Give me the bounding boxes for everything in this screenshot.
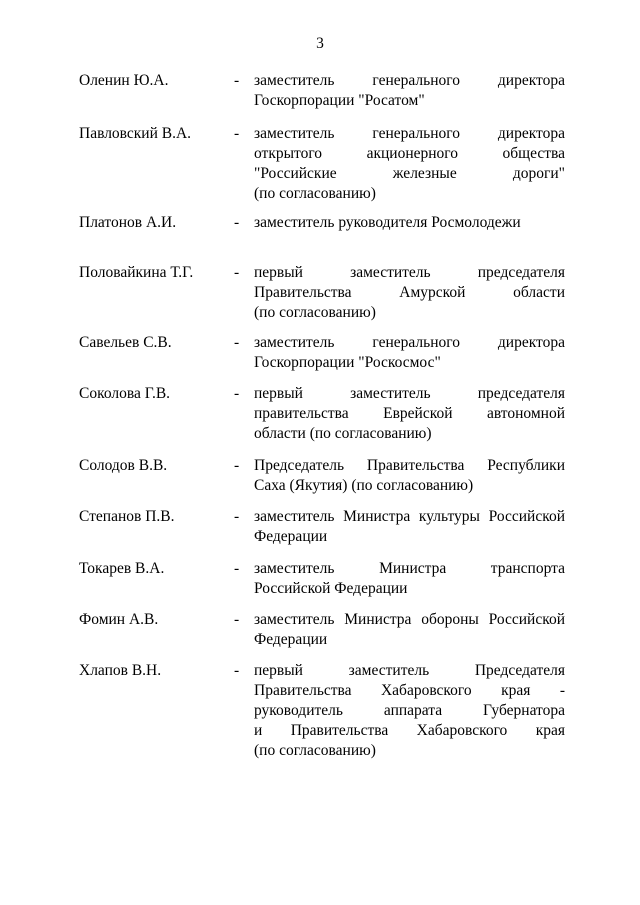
description-line: и Правительства Хабаровского края [254,722,565,739]
position-description [254,610,565,650]
description-line: открытого акционерного общества [254,145,565,162]
description-line: области (по согласованию) [254,425,432,442]
description-line: заместитель Министра транспорта [254,560,565,577]
description-line: "Российские железные дороги" [254,165,565,182]
dash-separator: - [234,125,240,142]
dash-separator: - [234,662,240,679]
description-line: (по согласованию) [254,304,376,321]
person-name: Степанов П.В. [79,508,175,525]
dash-separator: - [234,72,240,89]
description-line: первый заместитель председателя [254,385,565,402]
position-description [254,507,565,547]
position-description [254,333,565,373]
position-description [254,661,565,761]
description-line: Федерации [254,528,328,545]
description-line: заместитель генерального директора [254,125,565,142]
position-description [254,559,565,599]
position-description [254,384,565,444]
position-description [254,456,565,496]
description-line: Правительства Амурской области [254,284,565,301]
description-line: Госкорпорации "Росатом" [254,92,425,109]
description-line: Российской Федерации [254,580,408,597]
person-name: Платонов А.И. [79,214,177,231]
page-number: 3 [316,35,324,52]
description-line: заместитель генерального директора [254,72,565,89]
dash-separator: - [234,560,240,577]
description-line: (по согласованию) [254,742,376,759]
description-line: первый заместитель Председателя [254,662,565,679]
description-line: заместитель Министра культуры Российской [254,508,565,525]
description-line: правительства Еврейской автономной [254,405,565,422]
person-name: Савельев С.В. [79,334,172,351]
description-line: заместитель Министра обороны Российской [254,611,565,628]
person-name: Токарев В.А. [79,560,165,577]
description-line: заместитель руководителя Росмолодежи [254,214,521,231]
description-line: заместитель генерального директора [254,334,565,351]
description-line: Саха (Якутия) (по согласованию) [254,477,474,494]
description-line: руководитель аппарата Губернатора [254,702,565,719]
person-name: Павловский В.А. [79,125,192,142]
dash-separator: - [234,385,240,402]
person-name: Фомин А.В. [79,611,159,628]
description-line: Правительства Хабаровского края - [254,682,565,699]
position-description [254,213,565,233]
description-line: первый заместитель председателя [254,264,565,281]
dash-separator: - [234,457,240,474]
person-name: Хлапов В.Н. [79,662,162,679]
dash-separator: - [234,264,240,281]
description-line: Председатель Правительства Республики [254,457,565,474]
person-name: Половайкина Т.Г. [79,264,194,281]
description-line: (по согласованию) [254,185,376,202]
description-line: Госкорпорации "Роскосмос" [254,354,441,371]
dash-separator: - [234,334,240,351]
person-name: Оленин Ю.А. [79,72,169,89]
dash-separator: - [234,611,240,628]
position-description [254,71,565,111]
dash-separator: - [234,214,240,231]
position-description [254,124,565,204]
dash-separator: - [234,508,240,525]
description-line: Федерации [254,631,328,648]
position-description [254,263,565,323]
person-name: Солодов В.В. [79,457,168,474]
person-name: Соколова Г.В. [79,385,171,402]
